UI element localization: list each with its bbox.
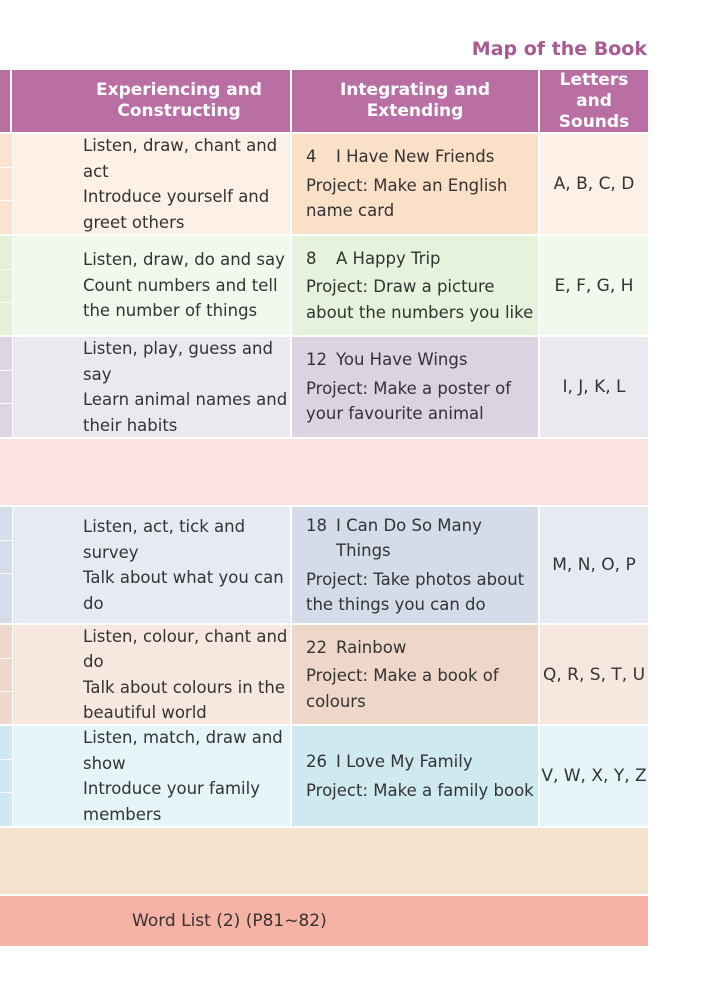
letters-text: Q, R, S, T, U [542,664,646,685]
row-left-strip [0,337,12,437]
letters-text: A, B, C, D [553,174,635,194]
row-left-strip [0,134,12,234]
project-text: Project: Draw a picture about the numbers you like [306,277,534,322]
unit-title-text: Rainbow [336,637,407,657]
experiencing-line: Learn animal names and their habits [83,390,288,435]
experiencing-activities [83,337,289,437]
review-band [0,828,648,894]
unit-title [306,635,538,661]
row-left-strip [0,236,12,335]
letters-text: V, W, X, Y, Z [541,766,647,786]
letters-cell [540,726,648,826]
letters-cell [540,625,648,724]
letters-text: I, J, K, L [562,377,626,397]
letters-text: M, N, O, P [552,555,636,575]
experiencing-line: Listen, act, tick and survey [83,517,246,562]
project-text: Project: Make a poster of your favourite animal [306,378,512,424]
row-left-strip [0,625,12,724]
letters-cell [540,507,648,623]
experiencing-activities [83,726,289,826]
header-divider [10,70,12,132]
unit-number: 18 [306,515,327,535]
table-row [0,134,648,234]
unit-title [306,513,538,564]
experiencing-line: Count numbers and tell the number of things [83,275,278,321]
experiencing-line: Listen, colour, chant and do [83,626,288,671]
experiencing-line: Listen, draw, do and say [83,250,285,270]
table-row [0,726,648,826]
experiencing-line: Listen, draw, chant and act [83,136,278,181]
page-title: Map of the Book [471,38,647,60]
integrating-content [306,134,538,234]
row-left-strip [0,726,12,826]
project-text: Project: Take photos about the things you can do [306,569,525,614]
letters-cell [540,337,648,437]
header-integrating: Integrating and Extending [340,80,490,121]
table-row [0,337,648,437]
experiencing-line: Introduce yourself and greet others [83,187,270,232]
unit-number: 4 [306,147,317,167]
unit-number: 22 [306,637,327,657]
table-header [0,70,648,132]
experiencing-activities [83,507,289,623]
integrating-content [306,726,538,826]
experiencing-line: Listen, play, guess and say [83,339,273,384]
unit-title [306,347,538,373]
project-text: Project: Make a family book [306,780,534,800]
integrating-content [306,625,538,724]
unit-title-text: You Have Wings [336,350,468,370]
unit-title-text: I Can Do So Many Things [336,515,482,560]
experiencing-activities [83,134,289,234]
letters-cell [540,236,648,335]
unit-title [306,246,538,272]
table-row [0,507,648,623]
project-text: Project: Make an English name card [306,175,508,221]
unit-title-text: A Happy Trip [336,248,441,268]
experiencing-line: Introduce your family members [83,779,260,824]
experiencing-activities [83,625,289,724]
unit-title-text: I Have New Friends [336,147,495,167]
integrating-content [306,236,538,335]
experiencing-line: Listen, match, draw and show [83,728,283,773]
unit-title-text: I Love My Family [336,752,473,771]
experiencing-line: Talk about colours in the beautiful world [83,677,285,722]
row-left-strip [0,507,12,623]
word-list-text: Word List (2) (P81~82) [132,911,327,931]
header-letters: Letters and Sounds [558,69,630,132]
header-experiencing: Experiencing and Constructing [96,80,262,121]
table-row [0,236,648,335]
unit-number: 8 [306,248,317,268]
unit-title [306,749,538,775]
unit-number: 12 [306,350,327,370]
integrating-content [306,337,538,437]
project-text: Project: Make a book of colours [306,666,499,711]
review-band [0,439,648,505]
integrating-content [306,507,538,623]
experiencing-line: Talk about what you can do [83,568,284,613]
letters-cell [540,134,648,234]
unit-title [306,144,538,170]
table-row [0,625,648,724]
unit-number: 26 [306,752,327,771]
word-list-bar [0,896,648,946]
experiencing-activities [83,236,289,335]
letters-text: E, F, G, H [554,275,634,296]
